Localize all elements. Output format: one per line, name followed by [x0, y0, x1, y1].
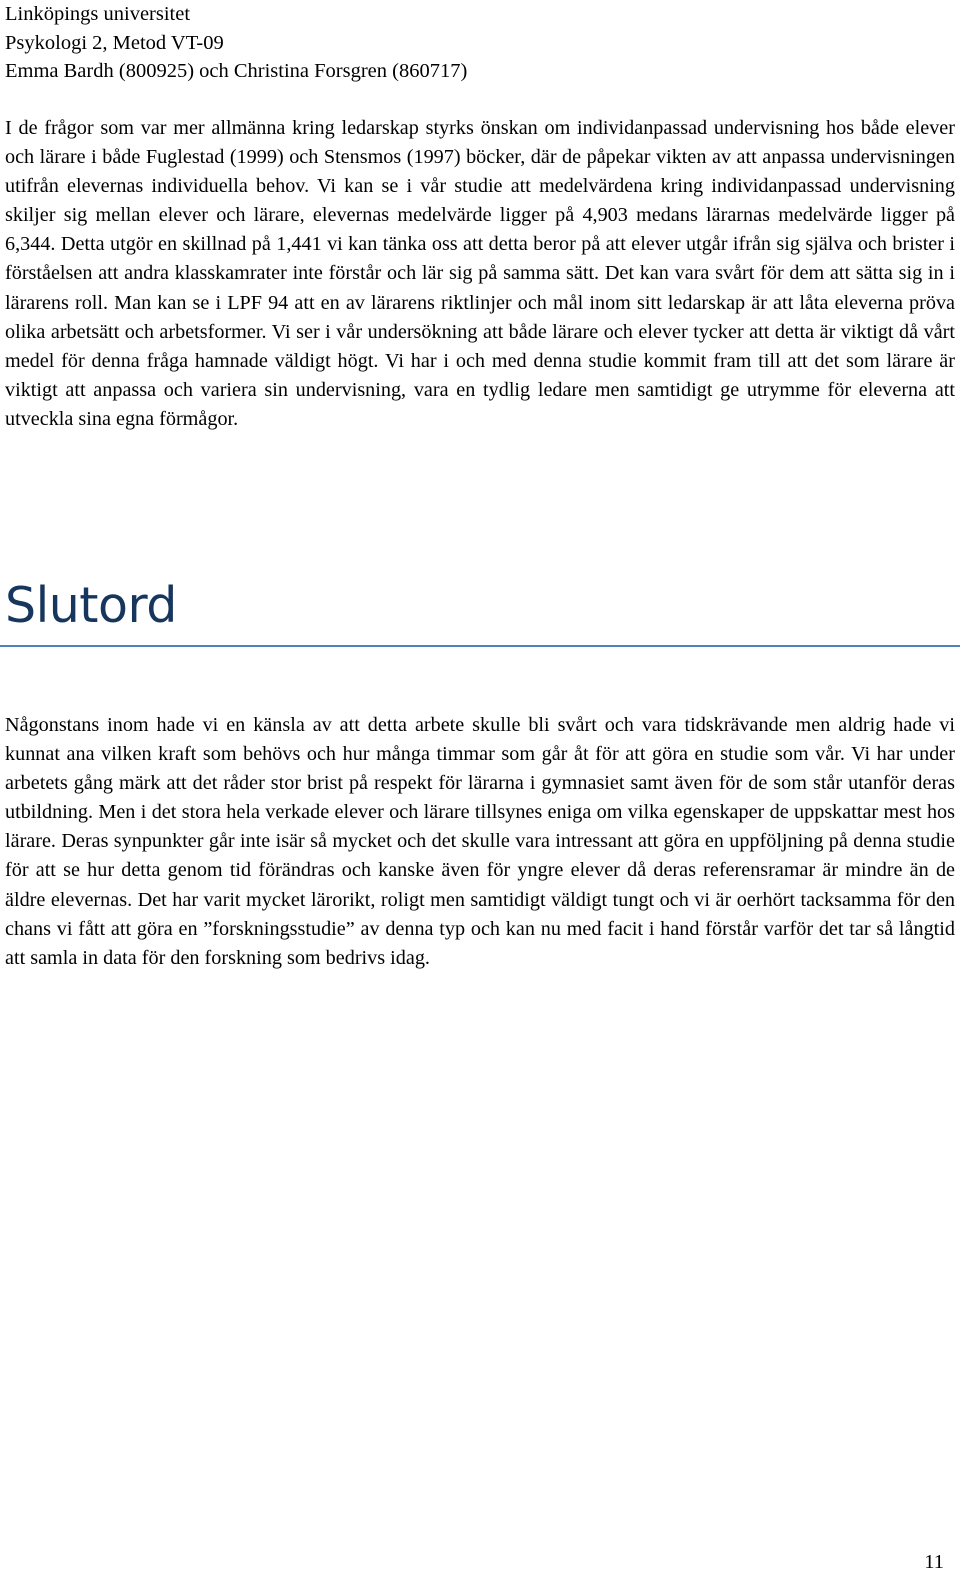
header-authors: Emma Bardh (800925) och Christina Forsgren (860717) — [5, 60, 468, 83]
section-heading: Slutord — [5, 577, 177, 634]
header-course: Psykologi 2, Metod VT-09 — [5, 31, 224, 54]
conclusion-paragraph: Någonstans inom hade vi en känsla av att detta arbete skulle bli svårt och vara tidskrävande men aldrig hade vi kunnat ana vilken kraft som behövs och hur många timmar som går åt för att göra en studie som vår. Vi har under arbetets gång märk att det råder stor brist på respekt för lärarna i gymnasiet samt även för de som står utanför deras utbildning. Men i det stora hela verkade elever och lärare tillsynes eniga om vilka egenskaper de uppskattar mest hos lärare. Deras synpunkter går inte isär så mycket och det skulle vara intressant att göra en uppföljning på denna studie för att se hur detta genom tid förändras och kanske även för yngre elever då deras referensramar är mindre än de äldre elevernas. Det har varit mycket lärorikt, roligt men samtidigt väldigt tungt och vi är oerhört tacksamma för den chans vi fått att göra en ”forskningsstudie” av denna typ och kan nu med facit i hand förstår varför det tar så långtid att samla in data för den forskning som bedrivs idag. — [5, 714, 955, 969]
heading-underline — [0, 645, 960, 647]
document-header — [5, 0, 467, 86]
discussion-paragraph: I de frågor som var mer allmänna kring ledarskap styrks önskan om individanpassad undervisning hos både elever och lärare i både Fuglestad (1999) och Stensmos (1997) böcker, där de påpekar vikten av att anpassa undervisningen utifrån elevernas individuella behov. Vi kan se i vår studie att medelvärdena kring individanpassad undervisning skiljer sig mellan elever och lärare, elevernas medelvärde ligger på 4,903 medans lärarnas medelvärde ligger på 6,344. Detta utgör en skillnad på 1,441 vi kan tänka oss att detta beror på att elever utgår ifrån sig själva och brister i förståelsen att andra klasskamrater inte förstår och lär sig på samma sätt. Det kan vara svårt för dem att sätta sig in i lärarens roll. Man kan se i LPF 94 att en av lärarens riktlinjer och mål inom sitt ledarskap är att låta eleverna pröva olika arbetsätt och arbetsformer. Vi ser i vår undersökning att både lärare och elever tycker att detta är viktigt då vårt medel för denna fråga hamnade väldigt högt. Vi har i och med denna studie kommit fram till att det som lärare är viktigt att anpassa och variera sin undervisning, vara en tydlig ledare men samtidigt ge utrymme för eleverna att utveckla sina egna förmågor. — [5, 117, 955, 430]
page-number: 11 — [924, 1551, 944, 1573]
header-university: Linköpings universitet — [5, 3, 191, 25]
